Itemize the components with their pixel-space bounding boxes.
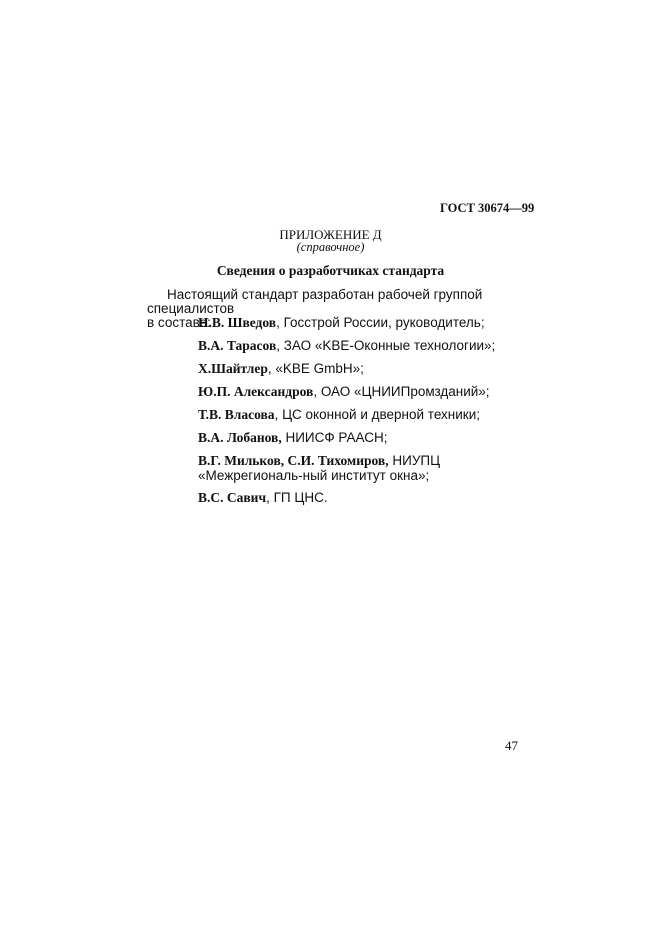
- developer-affiliation: , ЗАО «KBE-Оконные технологии»;: [276, 338, 496, 353]
- section-title: Сведения о разработчиках стандарта: [216, 263, 445, 278]
- page-number: 47: [505, 738, 518, 753]
- developer-name: Ю.П. Александров: [198, 384, 314, 399]
- developer-entry: [198, 362, 523, 377]
- developer-name: Т.В. Власова: [198, 407, 275, 422]
- developer-name: В.А. Лобанов,: [198, 430, 282, 445]
- developer-affiliation: , «KBE GmbH»;: [267, 361, 364, 376]
- developer-name: Х.Шайтлер: [198, 361, 268, 376]
- developer-name: В.Г. Мильков, С.И. Тихомиров,: [198, 453, 389, 468]
- developer-affiliation: , ЦС оконной и дверной техники;: [274, 407, 480, 422]
- developer-entry: [198, 339, 523, 354]
- developer-entry: [198, 454, 518, 483]
- developer-affiliation: , Госстрой России, руководитель;: [276, 315, 485, 330]
- appendix-label: ПРИЛОЖЕНИЕ Д: [279, 227, 382, 242]
- developer-entry: [198, 431, 523, 446]
- developer-affiliation: , ГП ЦНС.: [266, 490, 328, 505]
- intro-line-1: Настоящий стандарт разработан рабочей группой специалистов: [147, 287, 483, 316]
- developer-name: В.С. Савич: [198, 490, 267, 505]
- intro-line-2: в составе:: [147, 315, 211, 330]
- developer-name: Н.В. Шведов: [198, 315, 277, 330]
- developer-affiliation: НИУПЦ «Межрегиональ-ный институт окна»;: [198, 453, 441, 483]
- developer-name: В.А. Тарасов: [198, 338, 277, 353]
- document-code: ГОСТ 30674—99: [440, 201, 535, 215]
- appendix-sublabel: (справочное): [296, 240, 365, 254]
- developer-affiliation: , ОАО «ЦНИИПромзданий»;: [313, 384, 490, 399]
- developer-entry: [198, 316, 523, 331]
- developer-entry: [198, 385, 523, 400]
- developer-affiliation: НИИСФ РААСН;: [281, 430, 388, 445]
- developer-entry: [198, 408, 523, 423]
- developer-entry: [198, 491, 523, 506]
